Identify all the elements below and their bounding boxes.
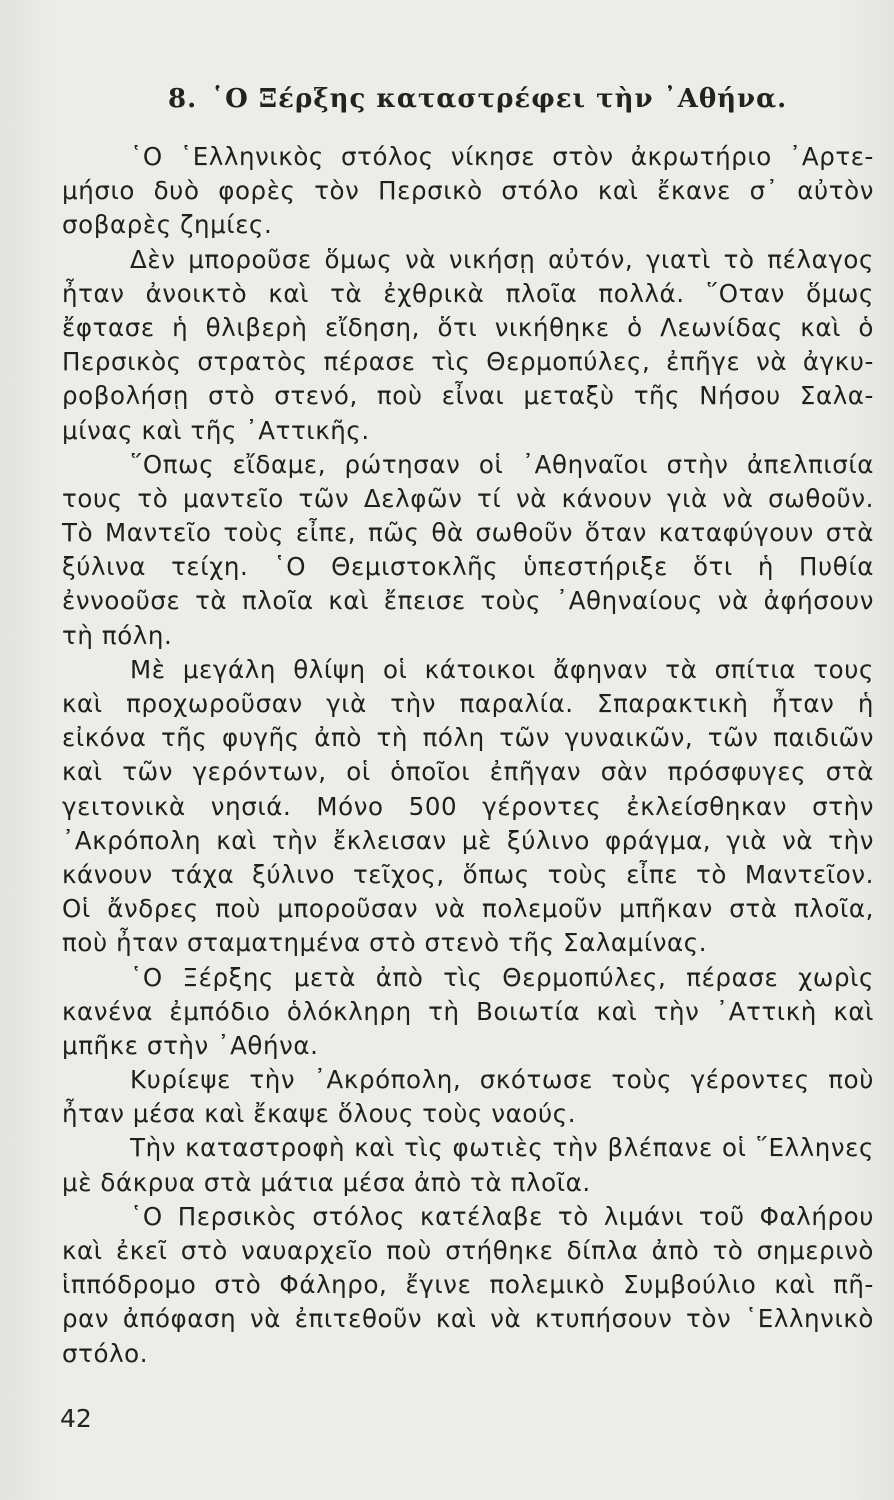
text-line: ἐννοοῦσε τὰ πλοῖα καὶ ἔπεισε τοὺς ᾿Αθηναίους νὰ ἀφήσουν — [62, 586, 874, 616]
text-line: κανένα ἐμπόδιο ὁλόκληρη τὴ Βοιωτία καὶ τὴν ᾿Αττικὴ καὶ — [62, 996, 874, 1026]
text-line: Δὲν μποροῦσε ὅμως νὰ νικήσῃ αὐτόν, γιατὶ τὸ πέλαγος — [130, 244, 874, 274]
chapter-title: ῾Ο Ξέρξης καταστρέφει τὴν ᾿Αθήνα. — [211, 84, 788, 114]
text-line: στόλο. — [62, 1338, 149, 1368]
text-line: ἱππόδρομο στὸ Φάληρο, ἔγινε πολεμικὸ Συμβούλιο καὶ πῆ- — [62, 1270, 874, 1300]
text-line: ραν ἀπόφαση νὰ ἐπιτεθοῦν καὶ νὰ κτυπήσουν τὸν ῾Ελληνικὸ — [62, 1304, 874, 1334]
text-line: ῾Ο ῾Ελληνικὸς στόλος νίκησε στὸν ἀκρωτήριο ᾿Αρτε- — [130, 142, 874, 171]
text-line: καὶ ἐκεῖ στὸ ναυαρχεῖο ποὺ στήθηκε δίπλα ἀπὸ τὸ σημερινὸ — [62, 1236, 874, 1265]
text-line: μπῆκε στὴν ᾿Αθήνα. — [62, 1030, 319, 1060]
text-line: Μὲ μεγάλη θλίψη οἱ κάτοικοι ἄφηναν τὰ σπίτια τους — [130, 654, 874, 684]
text-line: γειτονικὰ νησιά. Μόνο 500 γέροντες ἐκλείσθηκαν στὴν — [62, 791, 874, 821]
text-line: καὶ τῶν γερόντων, οἱ ὁποῖοι ἐπῆγαν σὰν πρόσφυγες στὰ — [62, 757, 874, 787]
text-line: σοβαρὲς ζημίες. — [62, 210, 273, 240]
text-line: ποὺ ἦταν σταματημένα στὸ στενὸ τῆς Σαλαμίνας. — [62, 928, 708, 958]
text-line: τους τὸ μαντεῖο τῶν Δελφῶν τί νὰ κάνουν γιὰ νὰ σωθοῦν. — [62, 483, 874, 513]
text-line: Οἱ ἄνδρες ποὺ μποροῦσαν νὰ πολεμοῦν μπῆκαν στὰ πλοῖα, — [62, 894, 874, 924]
text-line: ἦταν ἀνοικτὸ καὶ τὰ ἐχθρικὰ πλοῖα πολλά. ῞Οταν ὅμως — [62, 278, 874, 308]
text-line: ᾿Ακρόπολη καὶ τὴν ἔκλεισαν μὲ ξύλινο φράγμα, γιὰ νὰ τὴν — [62, 825, 874, 855]
text-line: Περσικὸς στρατὸς πέρασε τὶς Θερμοπύλες, ἐπῆγε νὰ ἀγκυ- — [62, 347, 874, 377]
body-text — [62, 140, 874, 1371]
text-line: ῾Ο Περσικὸς στόλος κατέλαβε τὸ λιμάνι τοῦ Φαλήρου — [130, 1201, 874, 1231]
text-line: κάνουν τάχα ξύλινο τεῖχος, ὅπως τοὺς εἶπε τὸ Μαντεῖον. — [62, 859, 874, 889]
text-line: καὶ προχωροῦσαν γιὰ τὴν παραλία. Σπαρακτικὴ ἦταν ἡ — [62, 689, 874, 718]
text-line: εἰκόνα τῆς φυγῆς ἀπὸ τὴ πόλη τῶν γυναικῶν, τῶν παιδιῶν — [62, 723, 874, 753]
chapter-number: 8. — [168, 84, 198, 114]
text-line: μίνας καὶ τῆς ᾿Αττικῆς. — [62, 415, 370, 445]
text-line: τὴ πόλη. — [62, 620, 173, 650]
page-number: 42 — [60, 1404, 92, 1433]
text-line: ἔφτασε ἡ θλιβερὴ εἴδηση, ὅτι νικήθηκε ὁ Λεωνίδας καὶ ὁ — [62, 312, 874, 342]
text-line: ξύλινα τείχη. ῾Ο Θεμιστοκλῆς ὑπεστήριξε ὅτι ἡ Πυθία — [62, 552, 874, 582]
text-line: Τὸ Μαντεῖο τοὺς εἶπε, πῶς θὰ σωθοῦν ὅταν καταφύγουν στὰ — [62, 518, 874, 548]
text-line: ῾Ο Ξέρξης μετὰ ἀπὸ τὶς Θερμοπύλες, πέρασε χωρὶς — [130, 962, 874, 992]
chapter-heading — [168, 84, 787, 114]
text-line: μὲ δάκρυα στὰ μάτια μέσα ἀπὸ τὰ πλοῖα. — [62, 1167, 591, 1197]
text-line: Τὴν καταστροφὴ καὶ τὶς φωτιὲς τὴν βλέπανε οἱ ῞Ελληνες — [130, 1133, 874, 1163]
text-line: ῞Οπως εἴδαμε, ρώτησαν οἱ ᾿Αθηναῖοι στὴν ἀπελπισία — [130, 449, 874, 479]
text-line: ἦταν μέσα καὶ ἔκαψε ὅλους τοὺς ναούς. — [62, 1099, 577, 1129]
text-line: μήσιο δυὸ φορὲς τὸν Περσικὸ στόλο καὶ ἔκανε σ᾿ αὐτὸν — [62, 176, 874, 206]
text-line: Κυρίεψε τὴν ᾿Ακρόπολη, σκότωσε τοὺς γέροντες ποὺ — [130, 1065, 874, 1095]
text-line: ροβολήσῃ στὸ στενό, ποὺ εἶναι μεταξὺ τῆς Νήσου Σαλα- — [62, 381, 874, 411]
